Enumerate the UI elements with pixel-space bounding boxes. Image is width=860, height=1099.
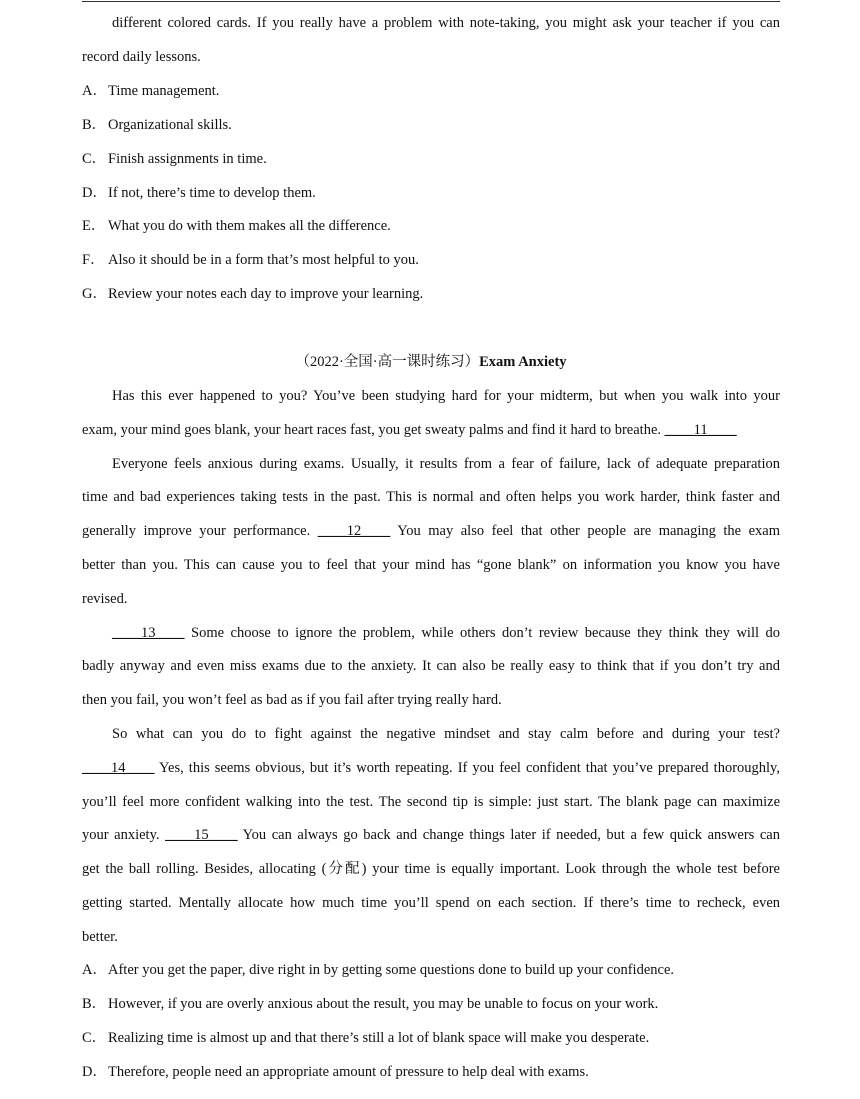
option-letter: F．	[82, 252, 105, 268]
option-letter: C．	[82, 151, 107, 167]
p2-text-a: generally improve your performance.	[82, 523, 311, 539]
prev-passage-line-2: record daily lessons.	[82, 49, 201, 65]
option-text: What you do with them makes all the difference.	[108, 218, 391, 234]
option-text: Review your notes each day to improve your learning.	[108, 286, 424, 302]
option-letter: D．	[82, 185, 107, 201]
option-letter: D．	[82, 1064, 107, 1080]
option-letter: E．	[82, 218, 106, 234]
p2-text-b: You may also feel that other people are managing the exam	[397, 523, 781, 539]
option-letter: B．	[82, 117, 107, 133]
option-letter: C．	[82, 1030, 107, 1046]
blank-11[interactable]: ____11____	[664, 422, 737, 438]
option-letter: A．	[82, 962, 107, 978]
option-text: Realizing time is almost up and that there’s still a lot of blank space will make you desperate.	[108, 1030, 650, 1046]
option-letter: B．	[82, 996, 107, 1012]
option-text: After you get the paper, dive right in by getting some questions done to build up your confidence.	[108, 962, 675, 978]
prev-option-e	[82, 216, 780, 236]
heading-title: Exam Anxiety	[479, 354, 567, 370]
p2-line-1: Everyone feels anxious during exams. Usually, it results from a fear of failure, lack of adequate preparation	[112, 456, 780, 472]
option-text: Therefore, people need an appropriate amount of pressure to help deal with exams.	[108, 1064, 589, 1080]
prev-option-d	[82, 183, 780, 203]
heading-source: （2022·全国·高一课时练习）	[295, 354, 480, 370]
top-rule	[82, 1, 780, 2]
p2-line-5: revised.	[82, 591, 128, 607]
p3-line-3: then you fail, you won’t feel as bad as if you fail after trying really hard.	[82, 692, 502, 708]
p2-line-2: time and bad experiences taking tests in the past. This is normal and often helps you work harder, think faster and	[82, 489, 780, 505]
prev-option-f	[82, 250, 780, 270]
p2-line-4: better than you. This can cause you to feel that your mind has “gone blank” on information you know you have	[82, 557, 780, 573]
option-letter: A．	[82, 83, 107, 99]
option-c	[82, 1028, 780, 1048]
p4-line-1: So what can you do to fight against the negative mindset and stay calm before and during your test?	[112, 726, 780, 742]
option-letter: G．	[82, 286, 107, 302]
p4-line-7: better.	[82, 929, 118, 945]
p3-text: Some choose to ignore the problem, while others don’t review because they think they will do	[191, 625, 781, 641]
option-text: If not, there’s time to develop them.	[108, 185, 316, 201]
prev-passage-line-1: different colored cards. If you really have a problem with note-taking, you might ask your teacher if you can	[112, 15, 780, 31]
p4-line-5: get the ball rolling. Besides, allocating (分配) your time is equally important. Look through the whole test before	[82, 861, 780, 877]
blank-13[interactable]: ____13____	[112, 625, 185, 641]
passage-heading	[82, 352, 780, 372]
p3-line-1	[82, 623, 780, 643]
blank-12[interactable]: ____12____	[317, 523, 391, 539]
p3-line-2: badly anyway and even miss exams due to the anxiety. It can also be really easy to think that if you don’t try and	[82, 658, 780, 674]
p4-line-6: getting started. Mentally allocate how much time you’ll spend on each section. If there’s time to recheck, even	[82, 895, 780, 911]
blank-14[interactable]: ____14____	[82, 760, 155, 776]
p4-text-a: your anxiety.	[82, 827, 160, 843]
prev-option-a	[82, 81, 780, 101]
p4-line-2	[82, 758, 780, 778]
p4-line-3: you’ll feel more confident walking into the test. The second tip is simple: just start. The blank page can maximize	[82, 794, 780, 810]
option-d	[82, 1062, 780, 1082]
option-text: Time management.	[108, 83, 220, 99]
prev-option-g	[82, 284, 780, 304]
option-text: However, if you are overly anxious about the result, you may be unable to focus on your work.	[108, 996, 659, 1012]
blank-15[interactable]: ____15____	[165, 827, 238, 843]
prev-option-c	[82, 149, 780, 169]
option-a	[82, 960, 780, 980]
p4-line-4	[82, 825, 780, 845]
p1-line-2	[82, 420, 780, 440]
p2-line-3	[82, 521, 780, 541]
option-text: Also it should be in a form that’s most helpful to you.	[108, 252, 419, 268]
p1-text: exam, your mind goes blank, your heart races fast, you get sweaty palms and find it hard to breathe.	[82, 422, 662, 438]
option-b	[82, 994, 780, 1014]
prev-option-b	[82, 115, 780, 135]
option-text: Finish assignments in time.	[108, 151, 267, 167]
p4-text-b: You can always go back and change things later if needed, but a few quick answers can	[242, 827, 780, 843]
option-text: Organizational skills.	[108, 117, 232, 133]
p1-line-1: Has this ever happened to you? You’ve been studying hard for your midterm, but when you walk into your	[112, 388, 780, 404]
p4-text: Yes, this seems obvious, but it’s worth repeating. If you feel confident that you’ve prepared thoroughly,	[159, 760, 780, 776]
